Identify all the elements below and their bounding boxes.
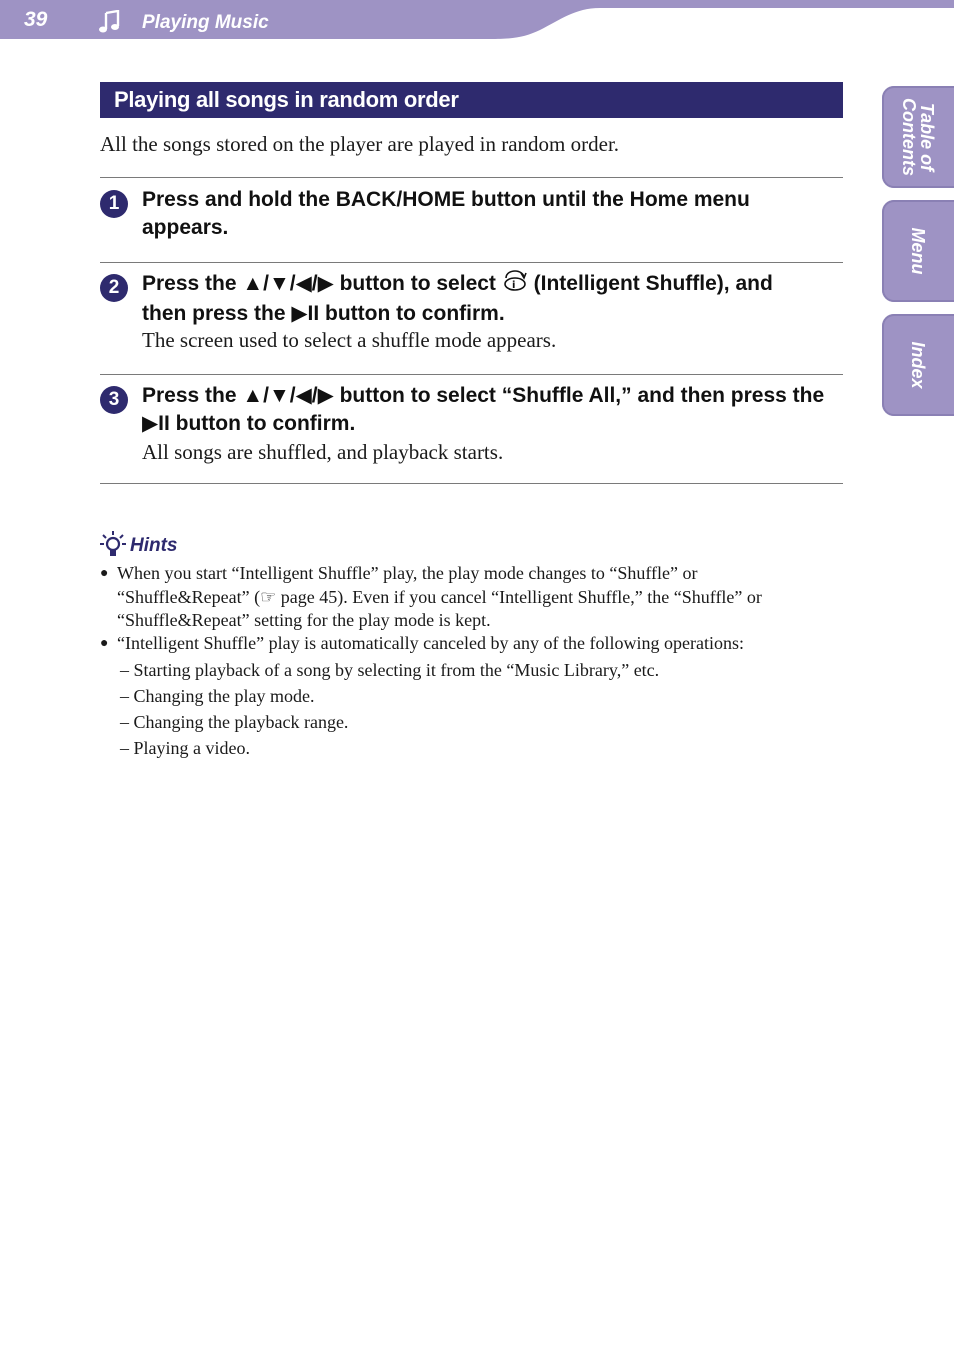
- divider: [100, 177, 843, 178]
- chapter-title: Playing Music: [142, 12, 269, 33]
- hint-line: When you start “Intelligent Shuffle” play, the play mode changes to “Shuffle” or: [117, 563, 698, 583]
- hint-sub-item: – Changing the play mode.: [120, 686, 315, 706]
- divider: [100, 483, 843, 484]
- intro-text: All the songs stored on the player are played in random order.: [100, 132, 620, 156]
- step-title-line: appears.: [142, 216, 229, 239]
- svg-text:i: i: [511, 280, 516, 291]
- divider: [100, 374, 843, 375]
- step-title-line: then press the ▶II button to confirm.: [142, 302, 505, 325]
- step-description: All songs are shuffled, and playback starts.: [142, 440, 504, 464]
- hint-sub-item: – Playing a video.: [120, 738, 250, 758]
- page-number: 39: [24, 8, 48, 31]
- tab-table-of-contents-label: [900, 98, 936, 176]
- hint-line: “Shuffle&Repeat” setting for the play mode is kept.: [117, 610, 491, 630]
- lightbulb-icon: [100, 530, 128, 565]
- tab-index[interactable]: [882, 314, 954, 416]
- bullet: ●: [100, 566, 109, 581]
- step-title-line: Press the ▲/▼/◀/▶ button to select “Shuffle All,” and then press the: [142, 384, 825, 407]
- divider: [100, 262, 843, 263]
- hint-line: “Intelligent Shuffle” play is automatically canceled by any of the following operations:: [117, 633, 744, 653]
- step-title-text: (Intelligent Shuffle), and: [533, 272, 773, 295]
- step-2: [100, 270, 843, 370]
- step-description: The screen used to select a shuffle mode appears.: [142, 328, 557, 352]
- tab-toc-line2: Contents: [899, 98, 919, 176]
- tab-menu[interactable]: [882, 200, 954, 302]
- step-title: [142, 186, 842, 242]
- step-number: 2: [100, 274, 128, 302]
- hints-title: Hints: [130, 535, 178, 556]
- step-title-text: Press the ▲/▼/◀/▶ button to select: [142, 272, 496, 295]
- step-number: 3: [100, 386, 128, 414]
- tab-toc-line1: Table of: [917, 102, 937, 172]
- step-number: 1: [100, 190, 128, 218]
- step-title-line: ▶II button to confirm.: [142, 412, 356, 435]
- step-3: [100, 382, 843, 482]
- hint-line: “Shuffle&Repeat” (☞ page 45). Even if you cancel “Intelligent Shuffle,” the “Shuffle” or: [117, 587, 762, 607]
- tab-menu-label: Menu: [908, 227, 928, 275]
- hint-sub-item: – Starting playback of a song by selecting it from the “Music Library,” etc.: [120, 660, 660, 680]
- section-heading: [100, 82, 843, 118]
- intelligent-shuffle-icon: [502, 270, 528, 300]
- step-1: [100, 186, 843, 256]
- hint-sub-item: – Changing the playback range.: [120, 712, 349, 732]
- section-title: Playing all songs in random order: [114, 87, 459, 112]
- step-title: [142, 382, 852, 438]
- bullet: ●: [100, 636, 109, 651]
- step-title-line: Press and hold the BACK/HOME button until the Home menu: [142, 188, 750, 211]
- tab-index-label: Index: [908, 341, 928, 389]
- page-header: [0, 0, 954, 40]
- tab-table-of-contents[interactable]: [882, 86, 954, 188]
- step-title: [142, 270, 842, 328]
